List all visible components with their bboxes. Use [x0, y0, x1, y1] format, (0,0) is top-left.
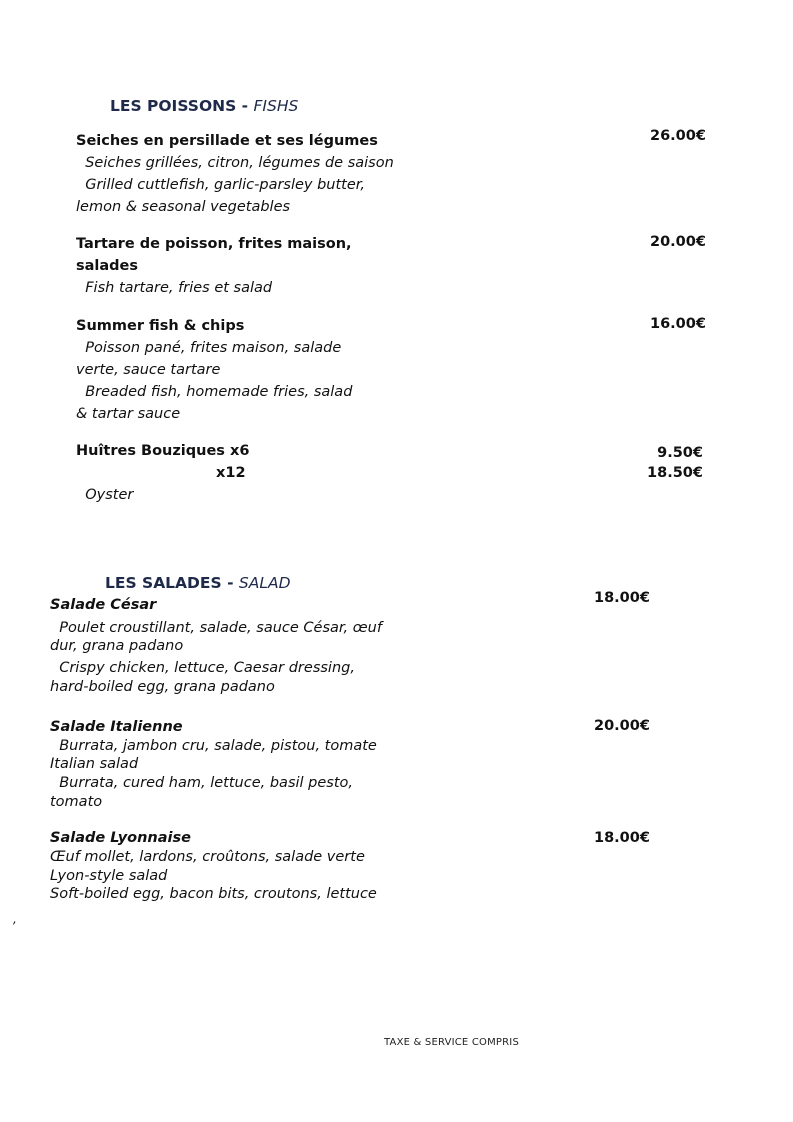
menu-item-name: Salade César [50, 597, 157, 613]
menu-item-desc: Poulet croustillant, salade, sauce César, œuf [50, 620, 382, 636]
menu-item-desc: verte, sauce tartare [76, 362, 221, 378]
menu-item-desc: hard-boiled egg, grana padano [50, 679, 275, 695]
menu-item-desc: Crispy chicken, lettuce, Caesar dressing, [50, 660, 355, 676]
menu-item-price: 9.50€ [657, 445, 703, 461]
menu-item-name: Tartare de poisson, frites maison, [76, 236, 352, 252]
menu-item-desc: Oyster [76, 487, 134, 503]
menu-item-desc: dur, grana padano [50, 638, 184, 654]
menu-item-desc: tomato [50, 794, 103, 810]
menu-item-desc: Breaded fish, homemade fries, salad [76, 384, 353, 400]
menu-item-desc: Grilled cuttlefish, garlic-parsley butter, [76, 177, 366, 193]
menu-item-desc: Œuf mollet, lardons, croûtons, salade verte [50, 849, 365, 865]
section-title-salades [105, 574, 291, 592]
menu-item-desc: Lyon-style salad [50, 868, 168, 884]
menu-item-name: x12 [216, 465, 246, 481]
footer-note: TAXE & SERVICE COMPRIS [384, 1037, 519, 1048]
menu-item-price: 18.00€ [594, 830, 650, 846]
menu-item-desc: lemon & seasonal vegetables [76, 199, 291, 215]
section-title-text: LES POISSONS - [110, 97, 254, 115]
stray-mark: , [13, 912, 17, 926]
menu-item-price: 26.00€ [650, 128, 706, 144]
menu-item-desc: Burrata, jambon cru, salade, pistou, tomate [50, 738, 377, 754]
menu-item-desc: Poisson pané, frites maison, salade [76, 340, 342, 356]
menu-item-desc: Seiches grillées, citron, légumes de saison [76, 155, 394, 171]
menu-item-price: 16.00€ [650, 316, 706, 332]
section-title-text: LES SALADES - [105, 574, 239, 592]
menu-item-price: 18.00€ [594, 590, 650, 606]
menu-item-desc: Fish tartare, fries et salad [76, 280, 273, 296]
section-title-poissons [110, 97, 298, 115]
menu-item-name: Huîtres Bouziques x6 [76, 443, 250, 459]
section-subtitle: FISHS [253, 97, 299, 115]
menu-item-price: 18.50€ [647, 465, 703, 481]
menu-item-desc: Burrata, cured ham, lettuce, basil pesto, [50, 775, 354, 791]
menu-item-name: Seiches en persillade et ses légumes [76, 133, 378, 149]
menu-item-name: Summer fish & chips [76, 318, 245, 334]
section-subtitle: SALAD [238, 574, 291, 592]
menu-item-name: salades [76, 258, 139, 274]
menu-item-name: Salade Lyonnaise [50, 830, 191, 846]
menu-item-name: Salade Italienne [50, 719, 183, 735]
menu-item-desc: Soft-boiled egg, bacon bits, croutons, lettuce [50, 886, 377, 902]
menu-item-price: 20.00€ [594, 718, 650, 734]
menu-item-price: 20.00€ [650, 234, 706, 250]
menu-item-desc: & tartar sauce [76, 406, 181, 422]
menu-item-desc: Italian salad [50, 756, 139, 772]
